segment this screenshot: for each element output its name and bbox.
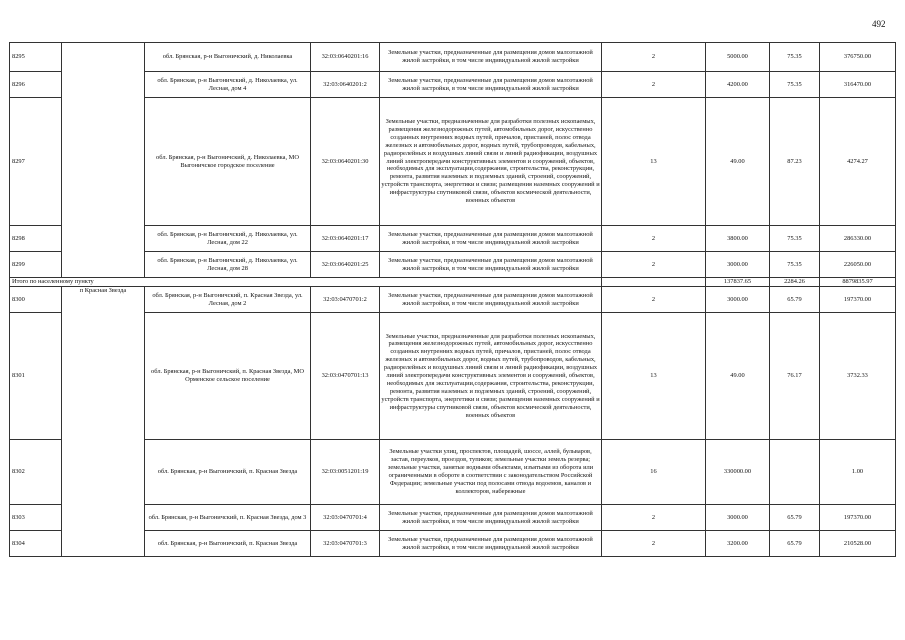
address-cell: обл. Брянская, р-н Выгоничский, д. Николаевка, ул. Лесная, дом 4 (145, 72, 311, 98)
address-cell: обл. Брянская, р-н Выгоничский, п. Красная Звезда, МО Орменское сельское поселение (145, 313, 311, 440)
usage-description: Земельные участки, предназначенные для разработки полезных ископаемых, размещения железнодорожных путей, автомобильных дорог, искусственно созданных внутренних водных путей, причалов, пристаней, полос отвода железных и автомобильных дорог, водных путей, трубопроводов, кабельных, радиорелейных и воздушных линий связи и линий радиофикации, воздушных линий электропередачи конструктивных элементов и сооружений, объектов, необходимых для эксплуатации,содержания, строительства, реконструкции, ремонта, развития наземных и подземных зданий, строений, сооружений, устройств транспорта, энергетики и связи; размещения наземных сооружений и инфраструктуры спутниковой связи, объектов космической деятельности, военных объектов (380, 313, 602, 440)
cadastral-value: 210528.00 (820, 531, 896, 557)
rate-cell: 75.35 (770, 72, 820, 98)
area-cell: 3000.00 (706, 505, 770, 531)
page-number: 492 (872, 19, 886, 29)
cadastral-value: 226050.00 (820, 252, 896, 278)
usage-description: Земельные участки улиц, проспектов, площадей, шоссе, аллей, бульваров, застав, переулков, проездов, тупиков; земельные участки земель резерва; земельные участки, занятые водными объектами, изъятыми из оборота или ограниченными в обороте в соответствии с законодательством Российской Федерации; земельные участки под полосами отвода водоемов, каналов и коллекторов, набережные (380, 440, 602, 505)
area-cell: 330000.00 (706, 440, 770, 505)
rate-cell: 75.35 (770, 252, 820, 278)
cadastral-number: 32:03:0640201:16 (311, 43, 380, 72)
rate-cell: 76.17 (770, 313, 820, 440)
cadastral-value: 197370.00 (820, 287, 896, 313)
address-cell: обл. Брянская, р-н Выгоничский, п. Красная Звезда, дом 3 (145, 505, 311, 531)
area-cell: 49.00 (706, 313, 770, 440)
group-cell: 2 (602, 287, 706, 313)
address-cell: обл. Брянская, р-н Выгоничский, д. Николаевка (145, 43, 311, 72)
cadastral-value: 197370.00 (820, 505, 896, 531)
locality-name: п Красная Звезда (62, 287, 145, 557)
rate-cell: 65.79 (770, 505, 820, 531)
group-cell: 2 (602, 72, 706, 98)
rate-cell: 65.79 (770, 531, 820, 557)
cadastral-number: 32:03:0470701:2 (311, 287, 380, 313)
cadastral-number: 32:03:0640201:2 (311, 72, 380, 98)
row-number: 8299 (10, 252, 62, 278)
cadastral-value: 316470.00 (820, 72, 896, 98)
total-rate: 2284.26 (770, 278, 820, 287)
cadastral-number: 32:03:0640201:17 (311, 226, 380, 252)
row-number: 8304 (10, 531, 62, 557)
cadastral-table (9, 42, 896, 557)
usage-description: Земельные участки, предназначенные для размещения домов малоэтажной жилой застройки, в том числе индивидуальной жилой застройки (380, 505, 602, 531)
cadastral-number: 32:03:0470701:3 (311, 531, 380, 557)
row-number: 8298 (10, 226, 62, 252)
locality-cell (62, 43, 145, 278)
address-cell: обл. Брянская, р-н Выгоничский, п. Красная Звезда, ул. Лесная, дом 2 (145, 287, 311, 313)
address-cell: обл. Брянская, р-н Выгоничский, д. Николаевка, МО Выгоничское городское поселение (145, 98, 311, 226)
row-number: 8297 (10, 98, 62, 226)
rate-cell: 65.79 (770, 287, 820, 313)
group-cell: 2 (602, 531, 706, 557)
area-cell: 49.00 (706, 98, 770, 226)
address-cell: обл. Брянская, р-н Выгоничский, д. Николаевка, ул. Лесная, дом 28 (145, 252, 311, 278)
cadastral-value: 4274.27 (820, 98, 896, 226)
group-cell: 16 (602, 440, 706, 505)
rate-cell: 75.35 (770, 226, 820, 252)
group-cell: 2 (602, 43, 706, 72)
rate-cell (770, 440, 820, 505)
row-number: 8301 (10, 313, 62, 440)
area-cell: 3200.00 (706, 531, 770, 557)
usage-description: Земельные участки, предназначенные для размещения домов малоэтажной жилой застройки, в том числе индивидуальной жилой застройки (380, 531, 602, 557)
row-number: 8303 (10, 505, 62, 531)
area-cell: 4200.00 (706, 72, 770, 98)
cadastral-value: 1.00 (820, 440, 896, 505)
table-row (10, 43, 896, 72)
cadastral-number: 32:03:0470701:13 (311, 313, 380, 440)
cadastral-value: 286330.00 (820, 226, 896, 252)
usage-description: Земельные участки, предназначенные для размещения домов малоэтажной жилой застройки, в том числе индивидуальной жилой застройки (380, 43, 602, 72)
area-cell: 3800.00 (706, 226, 770, 252)
usage-description: Земельные участки, предназначенные для размещения домов малоэтажной жилой застройки, в том числе индивидуальной жилой застройки (380, 252, 602, 278)
row-number: 8302 (10, 440, 62, 505)
address-cell: обл. Брянская, р-н Выгоничский, д. Николаевка, ул. Лесная, дом 22 (145, 226, 311, 252)
usage-description: Земельные участки, предназначенные для размещения домов малоэтажной жилой застройки, в том числе индивидуальной жилой застройки (380, 287, 602, 313)
group-cell: 2 (602, 505, 706, 531)
group-cell: 2 (602, 226, 706, 252)
usage-description: Земельные участки, предназначенные для размещения домов малоэтажной жилой застройки, в том числе индивидуальной жилой застройки (380, 226, 602, 252)
area-cell: 3000.00 (706, 287, 770, 313)
usage-description: Земельные участки, предназначенные для размещения домов малоэтажной жилой застройки, в том числе индивидуальной жилой застройки (380, 72, 602, 98)
usage-description: Земельные участки, предназначенные для разработки полезных ископаемых, размещения железнодорожных путей, автомобильных дорог, искусственно созданных внутренних водных путей, причалов, пристаней, полос отвода железных и автомобильных дорог, водных путей, трубопроводов, кабельных, радиорелейных и воздушных линий связи и линий радиофикации, воздушных линий электропередачи конструктивных элементов и сооружений, объектов, необходимых для эксплуатации,содержания, строительства, реконструкции, ремонта, развития наземных и подземных зданий, строений, сооружений, устройств транспорта, энергетики и связи; размещения наземных сооружений и инфраструктуры спутниковой связи, объектов космической деятельности, военных объектов (380, 98, 602, 226)
cadastral-number: 32:03:0051201:19 (311, 440, 380, 505)
address-cell: обл. Брянская, р-н Выгоничский, п. Красная Звезда (145, 440, 311, 505)
total-label: Итого по населенному пункту (10, 278, 602, 287)
total-row (10, 278, 896, 287)
cadastral-number: 32:03:0640201:25 (311, 252, 380, 278)
total-area: 137837.65 (706, 278, 770, 287)
cadastral-value: 376750.00 (820, 43, 896, 72)
rate-cell: 87.23 (770, 98, 820, 226)
row-number: 8295 (10, 43, 62, 72)
total-group (602, 278, 706, 287)
area-cell: 5000.00 (706, 43, 770, 72)
cadastral-number: 32:03:0470701:4 (311, 505, 380, 531)
address-cell: обл. Брянская, р-н Выгоничский, п. Красная Звезда (145, 531, 311, 557)
total-value: 8879835.97 (820, 278, 896, 287)
rate-cell: 75.35 (770, 43, 820, 72)
row-number: 8296 (10, 72, 62, 98)
group-cell: 13 (602, 98, 706, 226)
area-cell: 3000.00 (706, 252, 770, 278)
cadastral-number: 32:03:0640201:30 (311, 98, 380, 226)
group-cell: 2 (602, 252, 706, 278)
cadastral-value: 3732.33 (820, 313, 896, 440)
row-number: 8300 (10, 287, 62, 313)
group-cell: 13 (602, 313, 706, 440)
table-row (10, 287, 896, 313)
